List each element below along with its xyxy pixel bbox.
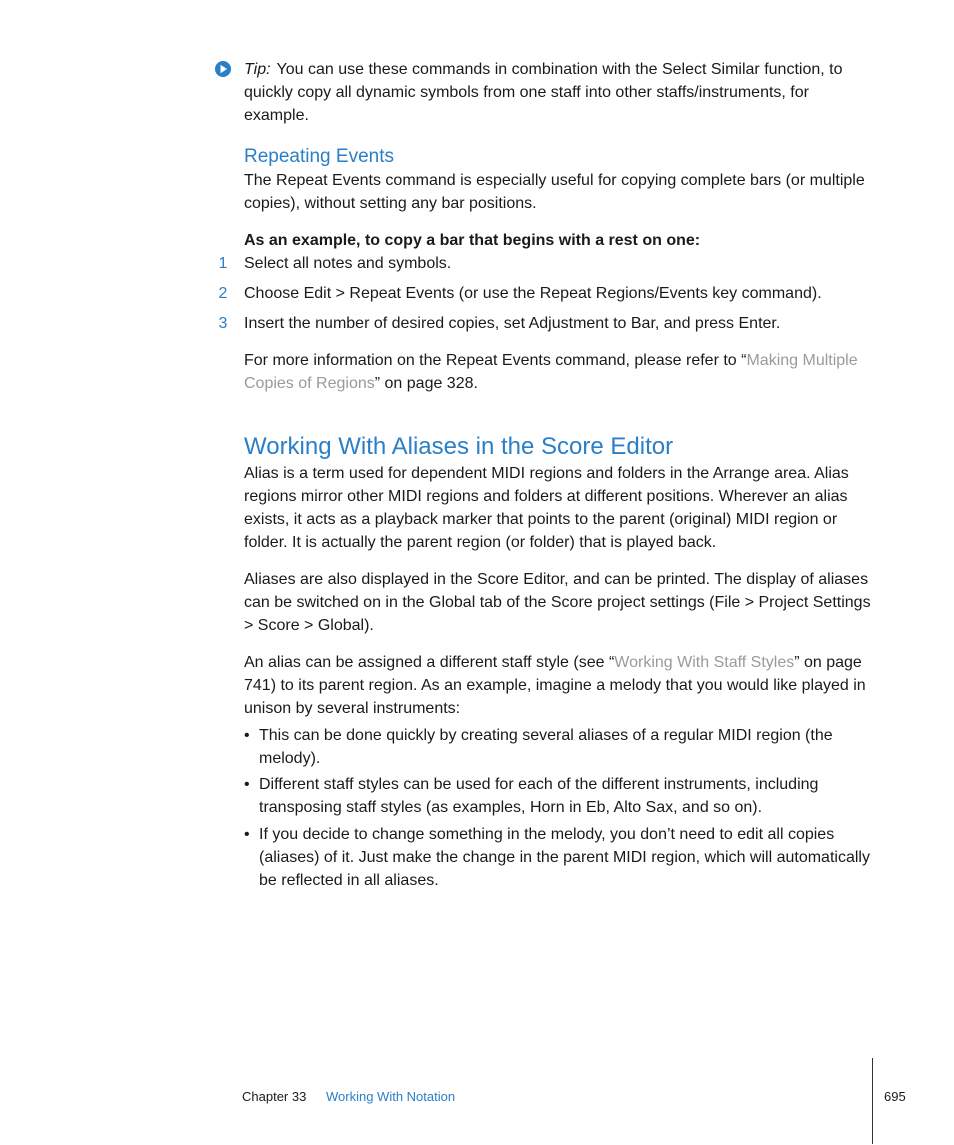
step-text: Select all notes and symbols.	[244, 255, 452, 272]
working-with-staff-styles-link[interactable]: Working With Staff Styles	[614, 654, 795, 671]
aliases-p3-text: An alias can be assigned a different staff style (see “	[244, 654, 615, 671]
step-number: 2	[218, 285, 228, 302]
aliases-heading: Working With Aliases in the Score Editor	[244, 433, 674, 460]
repeating-events-heading: Repeating Events	[244, 146, 394, 167]
step-text: Insert the number of desired copies, set Adjustment to Bar, and press Enter.	[244, 315, 781, 332]
more-info-paragraph	[244, 349, 874, 395]
tip-text: You can use these commands in combination with the Select Similar function, to quickly copy all dynamic symbols from one staff into other staffs/instruments, for example.	[244, 61, 843, 124]
step-number: 1	[218, 255, 228, 272]
footer-chapter-title: Working With Notation	[326, 1089, 456, 1104]
aliases-paragraph-3	[244, 651, 874, 720]
bullet-marker: •	[244, 727, 250, 744]
footer-chapter: Chapter 33	[242, 1089, 307, 1104]
more-info-text: For more information on the Repeat Events command, please refer to “	[244, 352, 747, 369]
step-3	[0, 312, 954, 335]
bullet-marker: •	[244, 776, 250, 793]
more-info-page-ref: ” on page 328.	[374, 375, 478, 392]
play-triangle-icon	[214, 60, 232, 78]
aliases-paragraph-1: Alias is a term used for dependent MIDI regions and folders in the Arrange area. Alias regions mirror other MIDI regions and folders at different positions. Wherever an alias exists, it acts as a playback marker that points to the parent (original) MIDI region or folder. It is actually the parent region (or folder) that is played back.	[244, 465, 849, 551]
step-text: Choose Edit > Repeat Events (or use the Repeat Regions/Events key command).	[244, 285, 822, 302]
bullet-text: This can be done quickly by creating several aliases of a regular MIDI region (the melody).	[259, 727, 833, 767]
tip-paragraph	[244, 58, 874, 127]
aliases-paragraph-2: Aliases are also displayed in the Score Editor, and can be printed. The display of aliases can be switched on in the Global tab of the Score project settings (File > Project Settings > Score > Global).	[244, 571, 871, 634]
tip-label: Tip:	[244, 61, 271, 78]
step-number: 3	[218, 315, 228, 332]
bullet-text: Different staff styles can be used for each of the different instruments, including transposing staff styles (as examples, Horn in Eb, Alto Sax, and so on).	[259, 776, 819, 816]
repeating-events-intro: The Repeat Events command is especially useful for copying complete bars (or multiple copies), without setting any bar positions.	[244, 172, 865, 212]
making-multiple-copies-link[interactable]: Making Multiple Copies of Regions	[244, 352, 858, 392]
step-1	[0, 252, 954, 275]
footer-divider	[872, 1058, 873, 1144]
task-lead: As an example, to copy a bar that begins with a rest on one:	[244, 232, 701, 249]
bullet-marker: •	[244, 826, 250, 843]
aliases-p3-after: ” on page 741) to its parent region. As an example, imagine a melody that you would like played in unison by several instruments:	[244, 654, 866, 717]
bullet-text: If you decide to change something in the melody, you don’t need to edit all copies (aliases) of it. Just make the change in the parent MIDI region, which will automatically be reflected in all aliases.	[259, 826, 870, 889]
page-number: 695	[884, 1089, 906, 1104]
step-2	[0, 282, 954, 305]
